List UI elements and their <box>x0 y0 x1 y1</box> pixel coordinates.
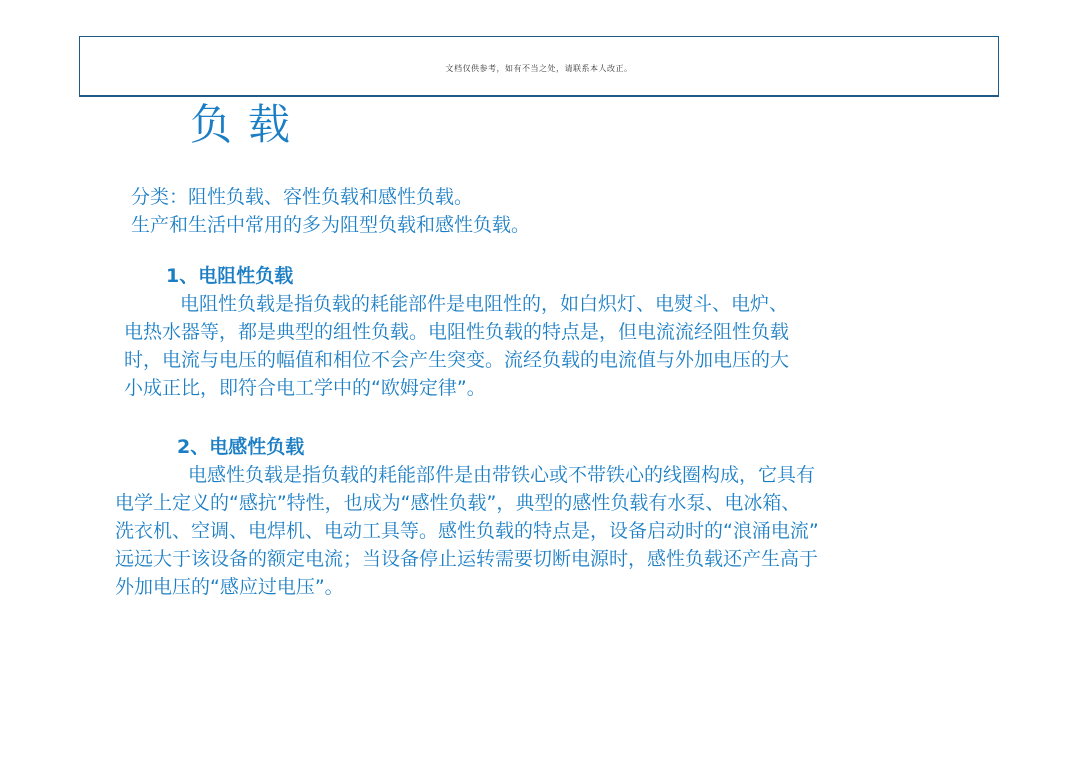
section2-line-3: 洗衣机、空调、电焊机、电动工具等。感性负载的特点是，设备启动时的“浪涌电流” <box>115 520 819 542</box>
section1-line-4: 小成正比，即符合电工学中的“欧姆定律”。 <box>124 377 486 399</box>
intro-line-1: 分类：阻性负载、容性负载和感性负载。 <box>131 186 474 208</box>
section1-line-1: 电阻性负载是指负载的耗能部件是电阻性的，如白炽灯、电熨斗、电炉、 <box>180 293 789 315</box>
section1-line-2: 电热水器等，都是典型的组性负载。电阻性负载的特点是，但电流流经阻性负载 <box>124 321 790 343</box>
section2-line-2: 电学上定义的“感抗”特性，也成为“感性负载”，典型的感性负载有水泵、电冰箱、 <box>115 492 801 514</box>
header-box <box>79 36 999 97</box>
intro-line-2: 生产和生活中常用的多为阻型负载和感性负载。 <box>131 214 531 236</box>
section2-line-5: 外加电压的“感应过电压”。 <box>115 576 344 598</box>
page-title: 负载 <box>190 100 307 149</box>
section2-line-4: 远远大于该设备的额定电流；当设备停止运转需要切断电源时，感性负载还产生高于 <box>115 548 819 570</box>
header-note: 文档仅供参考，如有不当之处，请联系本人改正。 <box>445 64 633 73</box>
section2-line-1: 电感性负载是指负载的耗能部件是由带铁心或不带铁心的线圈构成，它具有 <box>188 464 816 486</box>
section1-heading: 1、电阻性负载 <box>166 265 294 287</box>
section2-heading: 2、电感性负载 <box>177 436 305 458</box>
section1-line-3: 时，电流与电压的幅值和相位不会产生突变。流经负载的电流值与外加电压的大 <box>124 349 790 371</box>
